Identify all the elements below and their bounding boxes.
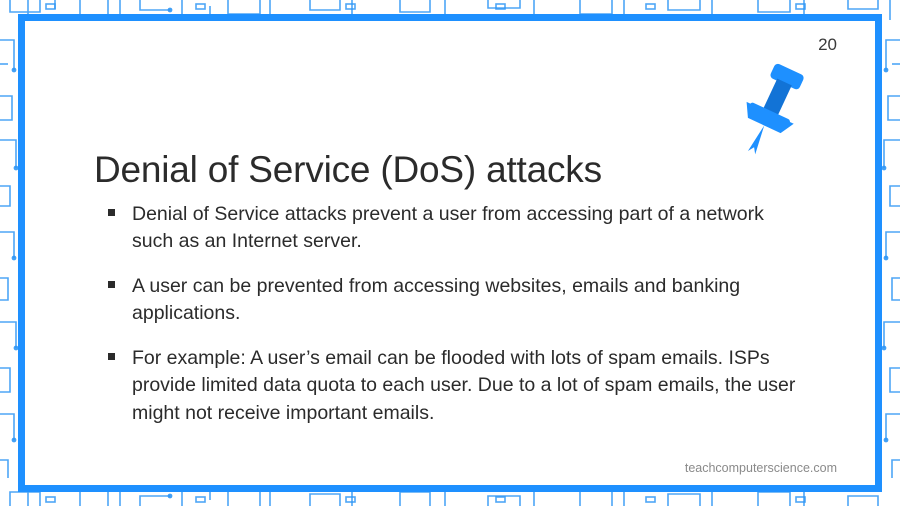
page-number: 20 [818,35,837,54]
footer-website-url: teachcomputerscience.com [684,461,837,475]
page-title: Denial of Service (DoS) attacks [94,148,602,190]
list-item [103,201,803,255]
list-item [103,345,803,426]
list-item-text: A user can be prevented from accessing websites, emails and banking applications. [132,275,741,325]
list-item-text: For example: A user’s email can be flooded with lots of spam emails. ISPs provide limited data quota to each user. Due to a lot of spam emails, the user might not receive important emails. [132,347,796,424]
slide-content [25,21,875,485]
list-item [103,273,803,327]
bullet-marker-icon [108,353,115,360]
bullet-list [103,201,803,427]
list-item-text: Denial of Service attacks prevent a user from accessing part of a network such as an Internet server. [132,203,764,253]
pushpin-icon [719,59,823,163]
bullet-marker-icon [108,209,115,216]
bullet-marker-icon [108,281,115,288]
